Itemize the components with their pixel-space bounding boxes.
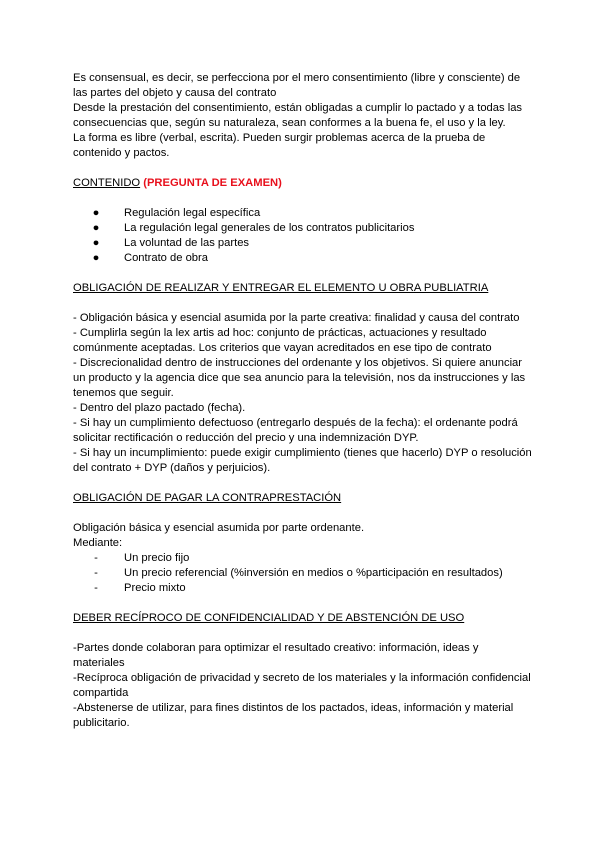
dash-icon: - (94, 552, 98, 564)
bullet-icon: ● (92, 222, 100, 234)
paragraph: Obligación básica y esencial asumida por parte ordenante. (73, 522, 365, 534)
paragraph: - Discrecionalidad dentro de instrucciones del ordenante y los objetivos. Si quiere anunciar un producto y la agencia dice que sea anuncio para la televisión, nos da instrucciones y las tenemos que seguir. (73, 357, 526, 399)
confidencialidad-section (73, 611, 533, 731)
intro-paragraph-3: La forma es libre (verbal, escrita). Pueden surgir problemas acerca de la prueba de contenido y pactos. (73, 132, 486, 159)
intro-paragraph-2: Desde la prestación del consentimiento, están obligadas a cumplir lo pactado y a todas las consecuencias que, según su naturaleza, sean conformes a la buena fe, el uso y la ley. (73, 102, 523, 129)
dash-icon: - (94, 567, 98, 579)
document-page (73, 71, 533, 731)
contenido-section (73, 176, 533, 266)
paragraph: -Partes donde colaboran para optimizar el resultado creativo: información, ideas y materiales (73, 642, 479, 669)
list-item: ● La regulación legal generales de los contratos publicitarios (88, 221, 533, 236)
obligacion-entregar-section (73, 281, 533, 476)
paragraph: - Si hay un cumplimiento defectuoso (entregarlo después de la fecha): el ordenante podrá solicitar rectificación o reducción del precio y una indemnización DYP. (73, 417, 518, 444)
contenido-list (73, 206, 533, 266)
list-item: - Un precio fijo (88, 551, 533, 566)
paragraph: - Si hay un incumplimiento: puede exigir cumplimiento (tienes que hacerlo) DYP o resolución del contrato + DYP (daños y perjuicios). (73, 447, 532, 474)
paragraph: - Dentro del plazo pactado (fecha). (73, 402, 246, 414)
confidencialidad-title: DEBER RECÍPROCO DE CONFIDENCIALIDAD Y DE ABSTENCIÓN DE USO (73, 612, 465, 624)
obligacion-pagar-section (73, 491, 533, 596)
intro-paragraph-1: Es consensual, es decir, se perfecciona por el mero consentimiento (libre y consciente) de las partes del objeto y causa del contrato (73, 72, 521, 99)
paragraph: - Cumplirla según la lex artis ad hoc: conjunto de prácticas, actuaciones y resultado comúnmente aceptadas. Los criterios que vayan acreditados en ese tipo de contrato (73, 327, 492, 354)
bullet-icon: ● (92, 207, 100, 219)
dash-icon: - (94, 582, 98, 594)
paragraph: - Obligación básica y esencial asumida por la parte creativa: finalidad y causa del contrato (73, 312, 520, 324)
exam-question-note: (PREGUNTA DE EXAMEN) (143, 177, 282, 189)
list-item: - Un precio referencial (%inversión en medios o %participación en resultados) (88, 566, 533, 581)
paragraph: Mediante: (73, 537, 123, 549)
list-item: ● La voluntad de las partes (88, 236, 533, 251)
precio-list (73, 551, 533, 596)
paragraph: -Abstenerse de utilizar, para fines distintos de los pactados, ideas, información y material publicitario. (73, 702, 514, 729)
bullet-icon: ● (92, 252, 100, 264)
list-item: - Precio mixto (88, 581, 533, 596)
paragraph: -Recíproca obligación de privacidad y secreto de los materiales y la información confidencial compartida (73, 672, 531, 699)
obligacion-pagar-title: OBLIGACIÓN DE PAGAR LA CONTRAPRESTACIÓN (73, 492, 342, 504)
obligacion-entregar-title: OBLIGACIÓN DE REALIZAR Y ENTREGAR EL ELEMENTO U OBRA PUBLIATRIA (73, 282, 489, 294)
contenido-heading (73, 176, 533, 191)
bullet-icon: ● (92, 237, 100, 249)
contenido-title: CONTENIDO (73, 177, 141, 189)
intro-section (73, 71, 533, 161)
list-item: ● Contrato de obra (88, 251, 533, 266)
list-item: ● Regulación legal específica (88, 206, 533, 221)
